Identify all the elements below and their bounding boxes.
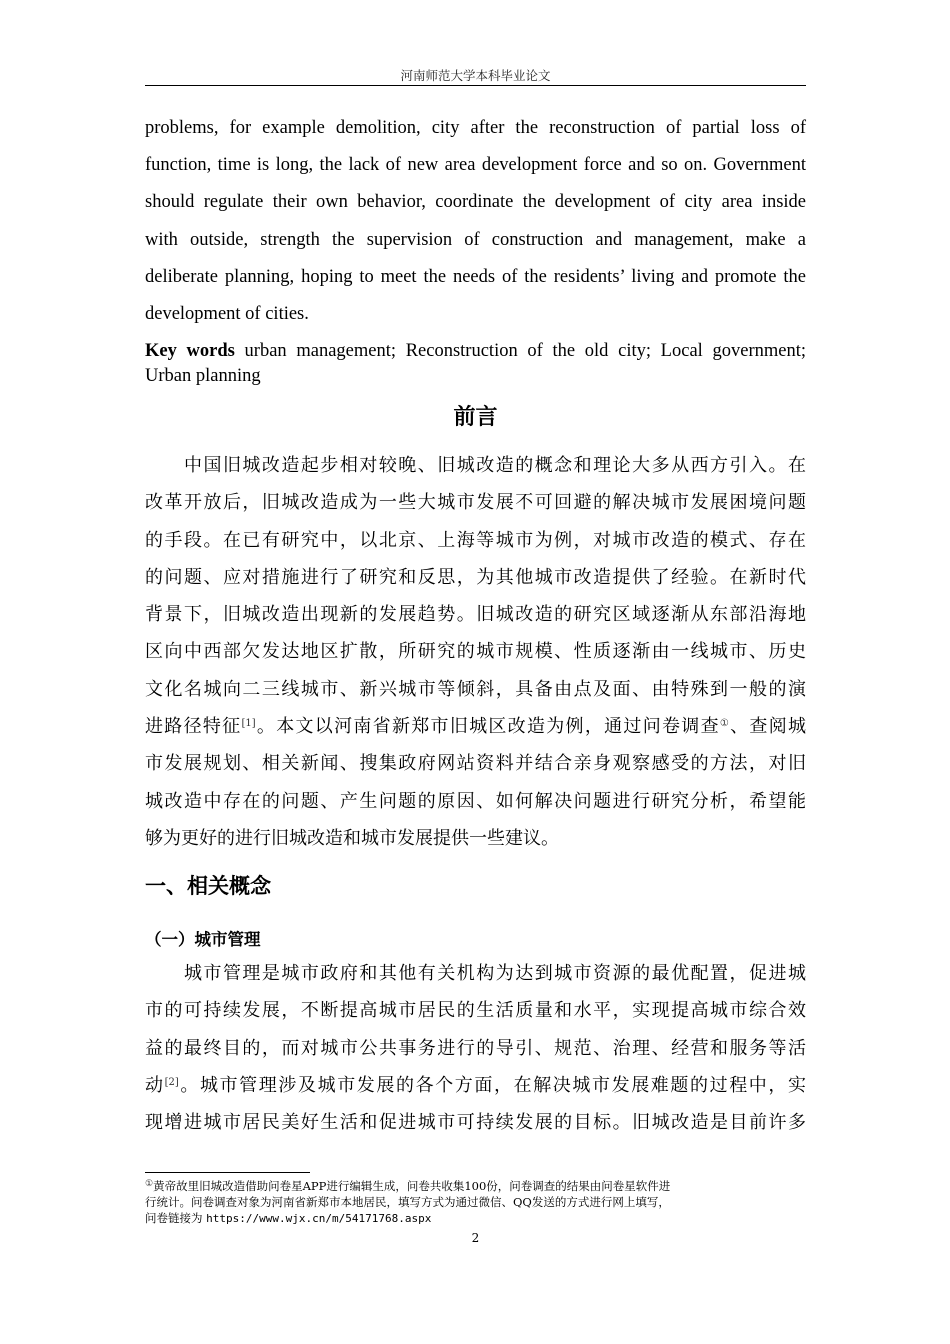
footnote — [145, 1178, 806, 1227]
body-text: 动 — [145, 1074, 165, 1096]
keywords-line — [145, 339, 806, 364]
preface-text: 、查阅城 — [730, 716, 807, 738]
keywords-line-2: Urban planning — [145, 366, 261, 386]
preface-line: 的问题、应对措施进行了研究和反思，为其他城市改造提供了经验。在新时代 — [145, 566, 806, 588]
citation-ref-2[interactable]: [2] — [164, 1076, 179, 1088]
body-line: 城市管理是城市政府和其他有关机构为达到城市资源的最优配置，促进城 — [145, 963, 806, 984]
footnote-marker[interactable]: ① — [719, 718, 731, 730]
footnote-line — [145, 1178, 806, 1194]
abstract-line: with outside, strength the supervision of construction and management, make a — [145, 229, 806, 250]
subsection-heading: （一）城市管理 — [145, 930, 261, 949]
preface-line: 中国旧城改造起步相对较晚、旧城改造的概念和理论大多从西方引入。在 — [145, 455, 806, 476]
running-header: 河南师范大学本科毕业论文 — [400, 68, 551, 83]
preface-line-citation — [145, 708, 806, 745]
abstract-line: function, time is long, the lack of new area development force and so on. Government — [145, 155, 806, 176]
page-number: 2 — [471, 1231, 480, 1245]
section-heading: 一、相关概念 — [145, 874, 271, 898]
abstract-line: should regulate their own behavior, coordinate the development of city area inside — [145, 192, 806, 213]
urban-management-paragraph — [145, 955, 806, 1141]
preface-line: 够为更好的进行旧城改造和城市发展提供一些建议。 — [145, 827, 559, 849]
header-rule — [145, 85, 806, 86]
preface-line: 城改造中存在的问题、产生问题的原因、如何解决问题进行研究分析，希望能 — [145, 790, 806, 812]
footnote-text: 黄帝故里旧城改造借助问卷星APP进行编辑生成，问卷共收集100份，问卷调查的结果由问卷星软件进 — [153, 1179, 671, 1193]
preface-text: 。本文以河南省新郑市旧城区改造为例，通过问卷调查 — [255, 716, 720, 738]
body-text: 。城市管理涉及城市发展的各个方面，在解决城市发展难题的过程中，实 — [178, 1074, 807, 1096]
keywords-text: urban management; Reconstruction of the old city; Local government; — [234, 341, 806, 361]
abstract-line: development of cities. — [145, 304, 309, 325]
preface-line: 市发展规划、相关新闻、搜集政府网站资料并结合亲身观察感受的方法，对旧 — [145, 753, 806, 775]
keywords-block — [145, 339, 806, 389]
abstract-line: problems, for example demolition, city after the reconstruction of partial loss of — [145, 118, 806, 138]
body-line: 益的最终目的，而对城市公共事务进行的导引、规范、治理、经营和服务等活 — [145, 1037, 806, 1059]
body-line: 市的可持续发展，不断提高城市居民的生活质量和水平，实现提高城市综合效 — [145, 1000, 806, 1022]
preface-line: 改革开放后，旧城改造成为一些大城市发展不可回避的解决城市发展困境问题 — [145, 492, 806, 514]
abstract-line: deliberate planning, hoping to meet the needs of the residents’ living and promote the — [145, 266, 806, 287]
body-line: 现增进城市居民美好生活和促进城市可持续发展的目标。旧城改造是目前许多 — [145, 1112, 806, 1134]
questionnaire-link[interactable]: https://www.wjx.cn/m/54171768.aspx — [206, 1212, 432, 1225]
preface-heading: 前言 — [453, 405, 498, 430]
english-abstract-paragraph — [145, 110, 806, 333]
keywords-label: Key words — [145, 341, 235, 361]
footnote-line: 行统计。问卷调查对象为河南省新郑市本地居民，填写方式为通过微信、QQ发送的方式进行网上填写， — [145, 1195, 670, 1209]
preface-line: 区向中西部欠发达地区扩散，所研究的城市规模、性质逐渐由一线城市、历史 — [145, 641, 806, 663]
preface-line: 的手段。在已有研究中，以北京、上海等城市为例，对城市改造的模式、存在 — [145, 529, 806, 551]
footnote-line — [145, 1210, 806, 1227]
preface-line: 文化名城向二三线城市、新兴城市等倾斜，具备由点及面、由特殊到一般的演 — [145, 678, 806, 700]
preface-paragraph — [145, 447, 806, 857]
body-line-citation — [145, 1067, 806, 1104]
footnote-number: ① — [145, 1179, 154, 1189]
footnote-text: 问卷链接为 — [145, 1211, 207, 1225]
citation-ref-1[interactable]: [1] — [241, 718, 256, 730]
preface-line: 背景下，旧城改造出现新的发展趋势。旧城改造的研究区域逐渐从东部沿海地 — [145, 604, 806, 626]
footnote-rule — [145, 1172, 310, 1173]
preface-text: 进路径特征 — [145, 716, 242, 738]
